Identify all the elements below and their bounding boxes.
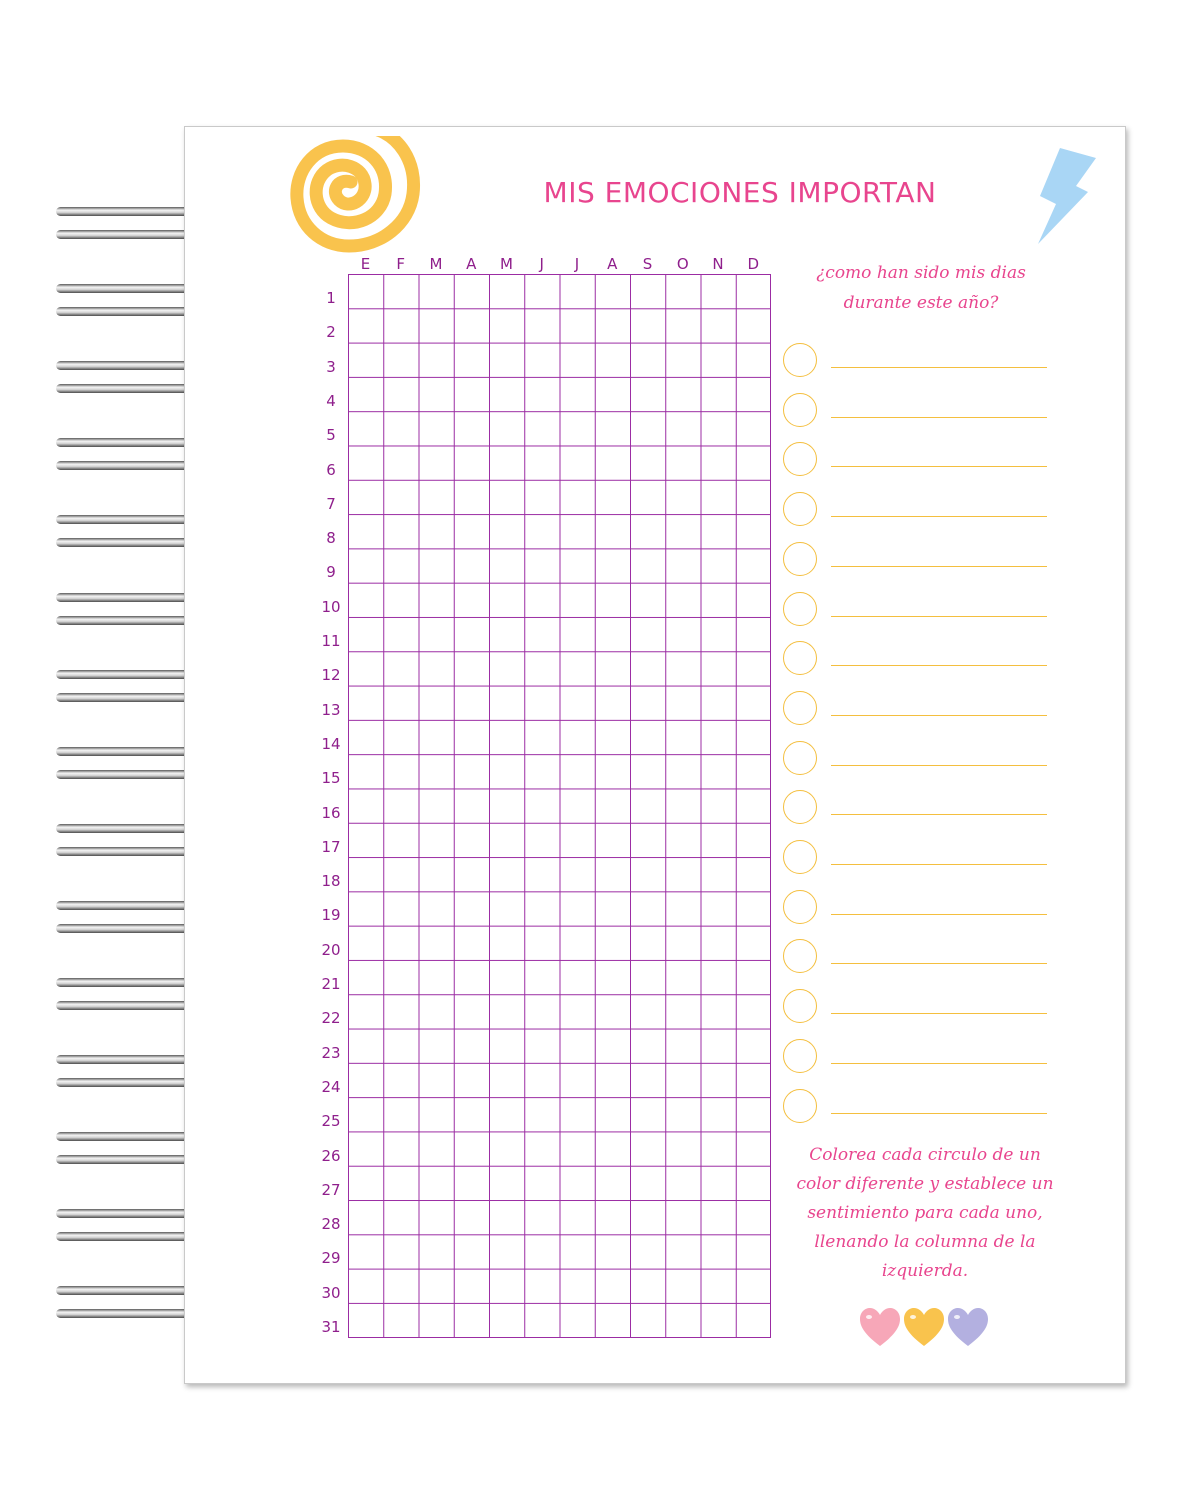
emotion-name-line[interactable] xyxy=(831,864,1047,865)
day-label: 19 xyxy=(321,906,341,925)
emotion-color-circle[interactable] xyxy=(783,641,817,675)
day-label: 30 xyxy=(321,1283,341,1302)
day-label: 31 xyxy=(321,1318,341,1336)
month-label: A xyxy=(466,255,477,273)
day-label: 17 xyxy=(321,837,341,856)
instructions-line: color diferente y establece un xyxy=(796,1174,1054,1194)
hearts-decoration xyxy=(858,1306,990,1348)
emotion-color-circle[interactable] xyxy=(783,691,817,725)
mood-grid[interactable] xyxy=(348,274,771,1338)
emotion-name-line[interactable] xyxy=(831,963,1047,964)
day-label: 25 xyxy=(321,1112,341,1131)
instructions-line: Colorea cada circulo de un xyxy=(809,1145,1041,1165)
emotion-name-line[interactable] xyxy=(831,1063,1047,1064)
emotion-color-circle[interactable] xyxy=(783,393,817,427)
day-label: 24 xyxy=(321,1077,341,1096)
emotion-color-circle[interactable] xyxy=(783,741,817,775)
month-label: M xyxy=(500,255,513,273)
question-line: ¿como han sido mis dias xyxy=(816,263,1026,283)
month-label: J xyxy=(574,255,580,273)
emotion-name-line[interactable] xyxy=(831,466,1047,467)
day-label: 4 xyxy=(326,391,336,410)
day-label: 29 xyxy=(321,1249,341,1268)
day-label: 16 xyxy=(321,803,341,822)
day-label: 6 xyxy=(326,460,336,479)
day-label: 7 xyxy=(326,494,336,513)
month-label: D xyxy=(747,255,760,273)
day-label: 3 xyxy=(326,357,336,376)
day-label: 14 xyxy=(321,734,341,753)
emotion-name-line[interactable] xyxy=(831,715,1047,716)
day-label: 20 xyxy=(321,940,341,959)
emotion-color-circle[interactable] xyxy=(783,840,817,874)
heart-icon xyxy=(948,1308,988,1346)
emotion-color-circle[interactable] xyxy=(783,592,817,626)
month-label: M xyxy=(429,255,443,273)
month-label: N xyxy=(712,255,724,273)
day-label: 26 xyxy=(321,1146,341,1165)
day-label: 5 xyxy=(326,426,336,445)
lightning-bolt-icon xyxy=(1030,146,1098,246)
day-label: 28 xyxy=(321,1215,341,1234)
month-label: A xyxy=(607,255,618,273)
emotion-color-circle[interactable] xyxy=(783,989,817,1023)
emotion-name-line[interactable] xyxy=(831,516,1047,517)
emotion-name-line[interactable] xyxy=(831,1113,1047,1114)
day-label: 15 xyxy=(321,769,341,788)
month-label: F xyxy=(396,255,406,273)
instructions-text xyxy=(784,1141,1066,1286)
heart-icon xyxy=(904,1308,944,1346)
emotion-name-line[interactable] xyxy=(831,814,1047,815)
emotion-name-line[interactable] xyxy=(831,665,1047,666)
spiral-icon xyxy=(281,136,421,260)
day-label: 21 xyxy=(321,975,341,993)
month-label: E xyxy=(360,255,371,273)
instructions-line: llenando la columna de la xyxy=(814,1232,1036,1252)
day-label: 23 xyxy=(321,1043,341,1062)
question-line: durante este año? xyxy=(843,293,999,313)
emotion-color-circle[interactable] xyxy=(783,343,817,377)
emotion-name-line[interactable] xyxy=(831,765,1047,766)
question-text xyxy=(786,258,1056,318)
emotion-color-circle[interactable] xyxy=(783,1089,817,1123)
instructions-line: sentimiento para cada uno, xyxy=(807,1203,1043,1223)
month-label: O xyxy=(676,255,689,273)
day-label: 22 xyxy=(321,1009,341,1028)
emotion-name-line[interactable] xyxy=(831,417,1047,418)
day-label: 11 xyxy=(321,632,341,650)
day-label: 10 xyxy=(321,597,341,616)
month-label: S xyxy=(642,255,653,273)
emotion-name-line[interactable] xyxy=(831,566,1047,567)
emotion-color-circle[interactable] xyxy=(783,1039,817,1073)
emotion-color-circle[interactable] xyxy=(783,542,817,576)
month-label: J xyxy=(539,255,544,273)
day-label: 13 xyxy=(321,700,341,719)
day-label: 18 xyxy=(321,872,341,891)
day-label: 9 xyxy=(326,563,336,582)
day-label: 27 xyxy=(321,1180,341,1199)
day-label: 2 xyxy=(326,323,336,342)
day-label: 1 xyxy=(326,289,336,307)
emotion-name-line[interactable] xyxy=(831,367,1047,368)
emotion-name-line[interactable] xyxy=(831,914,1047,915)
day-label: 8 xyxy=(326,529,336,548)
emotion-name-line[interactable] xyxy=(831,616,1047,617)
page-title: MIS EMOCIONES IMPORTAN xyxy=(543,176,937,209)
emotion-color-circle[interactable] xyxy=(783,890,817,924)
day-label: 12 xyxy=(321,666,341,685)
emotion-color-circle[interactable] xyxy=(783,492,817,526)
emotion-name-line[interactable] xyxy=(831,1013,1047,1014)
instructions-line: izquierda. xyxy=(881,1261,969,1281)
heart-icon xyxy=(860,1308,900,1346)
